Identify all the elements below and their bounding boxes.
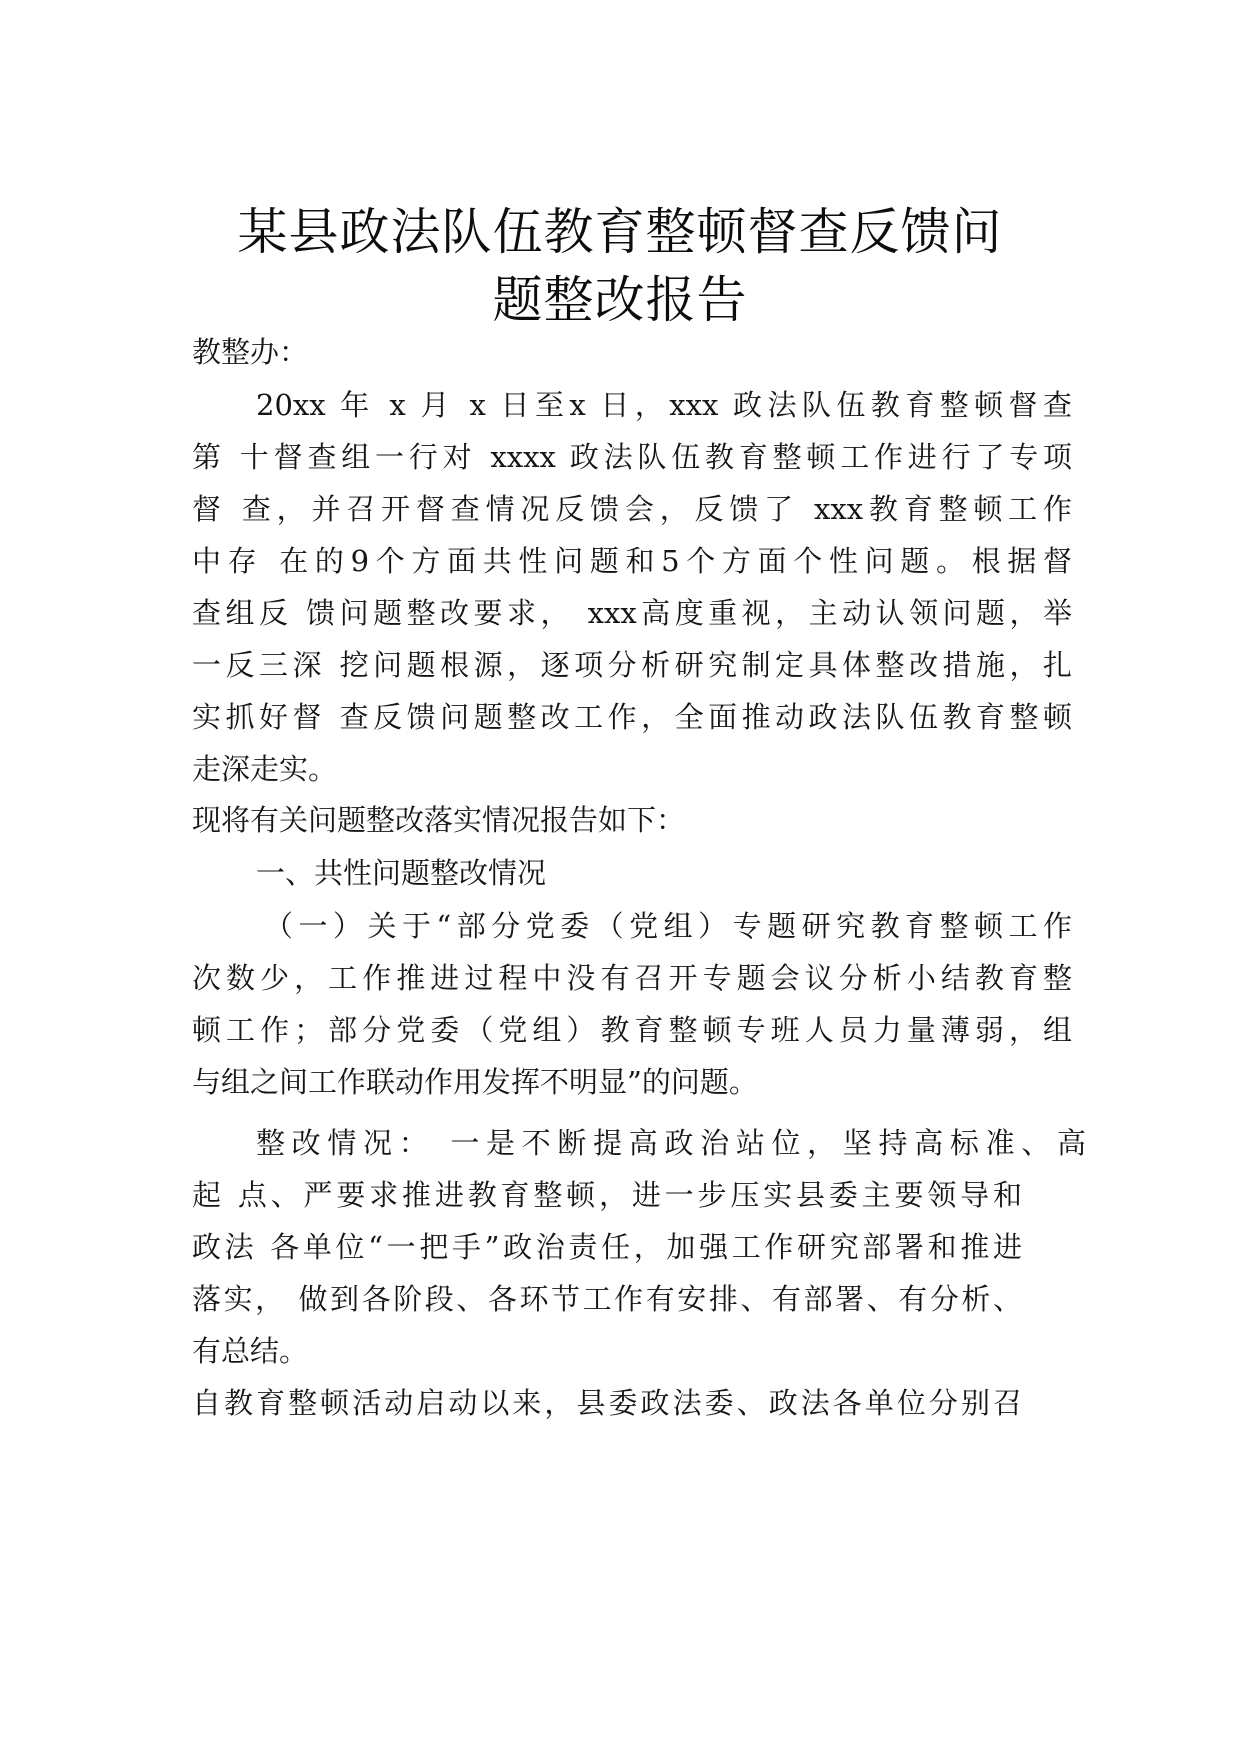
- paragraph-line: 一反三深 挖问题根源，逐项分析研究制定具体整改措施，扎: [192, 648, 1072, 682]
- paragraph-line: 实抓好督 查反馈问题整改工作，全面推动政法队伍教育整顿: [192, 700, 1072, 734]
- document-title-line-1: 某县政法队伍教育整顿督查反馈问: [237, 203, 1003, 261]
- paragraph-line: 自教育整顿活动启动以来，县委政法委、政法各单位分别召: [192, 1386, 1022, 1420]
- salutation: 教整办：: [192, 335, 309, 369]
- section-heading: 一、共性问题整改情况: [256, 856, 547, 890]
- paragraph-line: 中存 在的9个方面共性问题和5个方面个性问题。根据督: [192, 544, 1072, 578]
- paragraph-line: 顿工作；部分党委（党组）教育整顿专班人员力量薄弱，组: [192, 1013, 1072, 1047]
- paragraph-line: 现将有关问题整改落实情况报告如下：: [192, 803, 686, 837]
- paragraph-line: 20xx 年 x 月 x 日至x 日，xxx 政法队伍教育整顿督查: [256, 388, 1072, 422]
- paragraph-line: 与组之间工作联动作用发挥不明显”的问题。: [192, 1065, 758, 1099]
- paragraph-line: 第 十督查组一行对 xxxx 政法队伍教育整顿工作进行了专项: [192, 440, 1072, 474]
- paragraph-line: 次数少，工作推进过程中没有召开专题会议分析小结教育整: [192, 961, 1072, 995]
- paragraph-line: 整改情况： 一是不断提高政治站位，坚持高标准、高: [256, 1126, 1086, 1160]
- paragraph-line: 走深走实。: [192, 752, 338, 786]
- paragraph-line: 政法 各单位“一把手”政治责任，加强工作研究部署和推进: [192, 1230, 1022, 1264]
- paragraph-line: 有总结。: [192, 1334, 309, 1368]
- paragraph-line: 督 查，并召开督查情况反馈会，反馈了 xxx教育整顿工作: [192, 492, 1072, 526]
- document-title-line-2: 题整改报告: [492, 271, 748, 329]
- paragraph-line: （一）关于“部分党委（党组）专题研究教育整顿工作: [264, 909, 1072, 943]
- paragraph-line: 起 点、严要求推进教育整顿，进一步压实县委主要领导和: [192, 1178, 1022, 1212]
- paragraph-line: 落实， 做到各阶段、各环节工作有安排、有部署、有分析、: [192, 1282, 1022, 1316]
- paragraph-line: 查组反 馈问题整改要求， xxx高度重视，主动认领问题，举: [192, 596, 1072, 630]
